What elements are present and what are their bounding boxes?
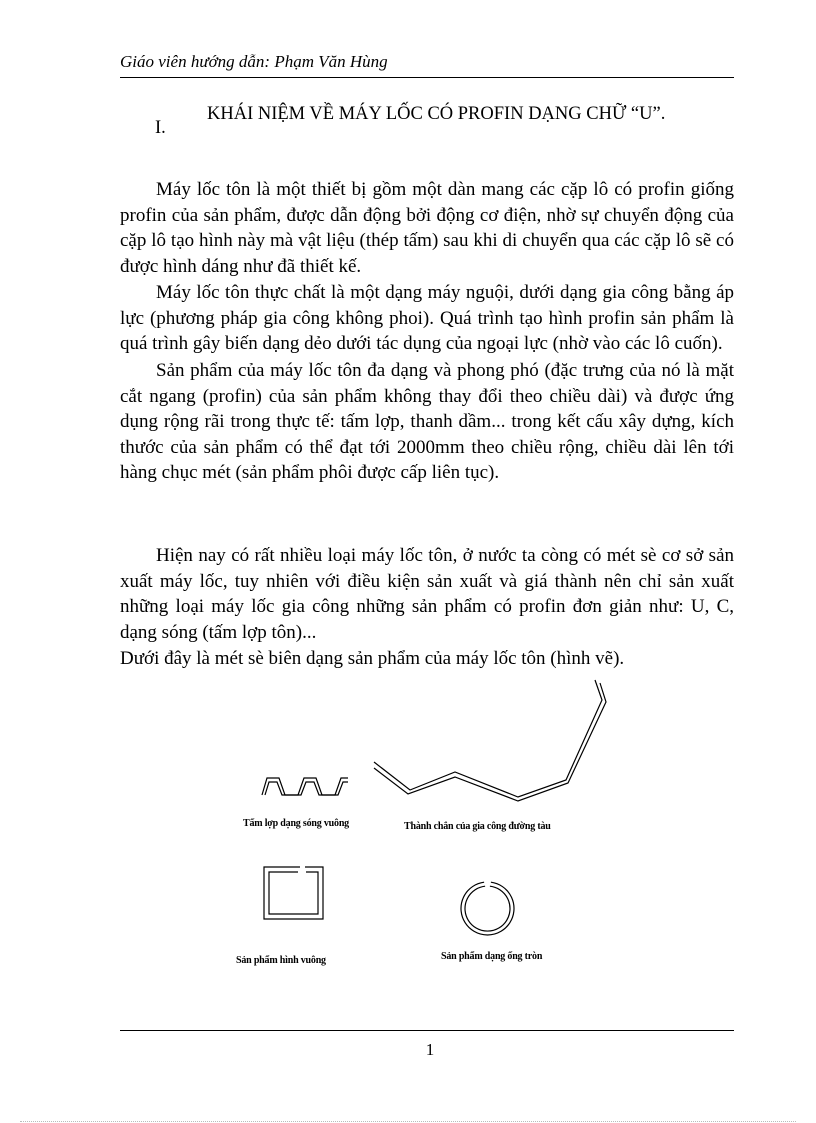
- square-wave-sheet-drawing: [262, 778, 348, 795]
- square-product-drawing: [264, 867, 323, 919]
- round-tube-drawing: [461, 882, 514, 935]
- paragraph-3: Sản phẩm của máy lốc tôn đa dạng và phong phó (đặc trưng của nó là mặt cắt ngang (profin) của sản phẩm không thay đổi theo chiều dài) và được ứng dụng rộng rãi trong thực tế: tấm lợp, thanh dầm... trong kết cấu xây dựng, kích thước của sản phẩm có thể đạt tới 2000mm theo chiều rộng, chiều dài lên tới hàng chục mét (sản phẩm phôi được cấp liên tục).: [120, 360, 734, 483]
- paragraph-4: Hiện nay có rất nhiều loại máy lốc tôn, ở nước ta còng có mét sè cơ sở sản xuất máy lốc, tuy nhiên với điều kiện sản xuất và giá thành nên chỉ sản xuất những loại máy lốc gia công những sản phẩm có profin đơn giản như: U, C, dạng sóng (tấm lợp tôn)...: [120, 545, 734, 643]
- caption-square-product: Sản phẩm hình vuông: [236, 955, 326, 966]
- section-title: KHÁI NIỆM VỀ MÁY LỐC CÓ PROFIN DẠNG CHỮ “U”.: [207, 104, 666, 124]
- caption-square-wave: Tấm lợp dạng sóng vuông: [243, 818, 349, 829]
- section-number: I.: [155, 118, 166, 138]
- page-number: 1: [425, 1040, 435, 1059]
- paragraph-2: Máy lốc tôn thực chất là một dạng máy nguội, dưới dạng gia công bằng áp lực (phương pháp gia công không phoi). Quá trình tạo hình profin sản phẩm là quá trình gây biến dạng dẻo dưới tác dụng của ngoại lực (nhờ vào các lô cuốn).: [120, 282, 734, 354]
- page-header: Giáo viên hướng dẫn: Phạm Văn Hùng: [120, 52, 388, 71]
- paragraph-5: Dưới đây là mét sè biên dạng sản phẩm của máy lốc tôn (hình vẽ).: [120, 648, 625, 669]
- railway-guard-drawing: [374, 680, 606, 801]
- caption-round-tube: Sản phẩm dạng ống tròn: [441, 951, 543, 962]
- caption-railway-guard: Thành chắn của gia công đường tàu: [404, 821, 551, 832]
- footer-rule: [120, 1030, 734, 1031]
- paragraph-1: Máy lốc tôn là một thiết bị gồm một dàn mang các cặp lô có profin giống profin của sản phẩm, được dẫn động bởi động cơ điện, nhờ sự chuyển động của cặp lô tạo hình này mà vật liệu (thép tấm) sau khi di chuyển qua các cặp lô sẽ có được hình dáng như đã thiết kế.: [120, 179, 734, 277]
- page-bottom-divider: [20, 1121, 796, 1122]
